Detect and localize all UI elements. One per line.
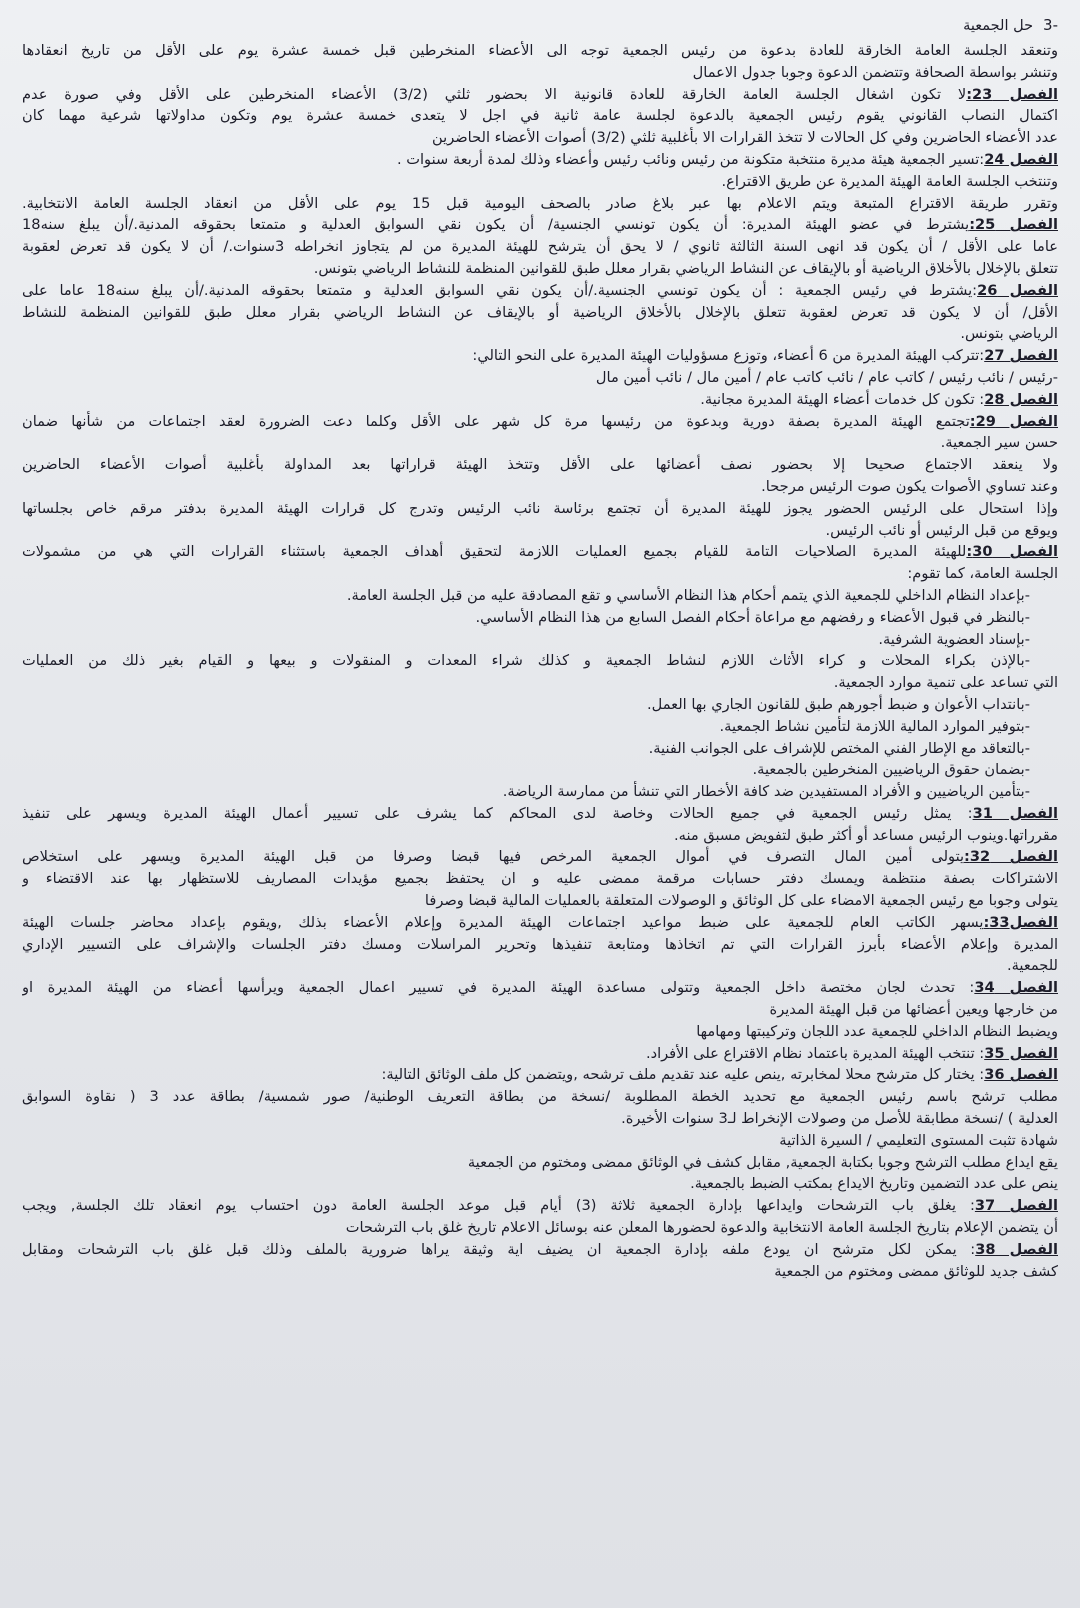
line-text: أن يتضمن الإعلام بتاريخ الجلسة العامة الانتخابية والدعوة لحضورها المعلن عنه بوسائل الاعلام تاريخ غلق باب الترشحات <box>345 1219 1058 1237</box>
line-text: وإذا استحال على الرئيس الحضور يجوز للهيئة المديرة أن تجتمع برئاسة نائب الرئيس وتدرج كل قرارات الهيئة المديرة بدفتر مرقم خاص بجلساتها <box>22 499 1058 517</box>
line-text: -بتوفير الموارد المالية اللازمة لتأمين نشاط الجمعية. <box>719 717 1030 735</box>
line-text: عدد الأعضاء الحاضرين وفي كل الحالات لا تتخذ القرارات الا بأغلبية ثلثي (3/2) أصوات الأعضاء الحاضرين <box>432 129 1058 147</box>
article-heading: الفصل 36 <box>984 1066 1058 1084</box>
article-heading: الفصل 35 <box>984 1044 1058 1062</box>
line-text: الجلسة العامة، كما تقوم: <box>907 565 1058 583</box>
article-line <box>22 846 1058 868</box>
article-heading: الفصل 29: <box>969 412 1058 430</box>
line-text: وتنعقد الجلسة العامة الخارقة للعادة بدعوة من رئيس الجمعية توجه الى الأعضاء المنخرطين قبل خمسة عشرة يوم على الأقل من تاريخ انعقادها <box>22 42 1058 59</box>
text-line <box>22 650 1058 672</box>
article-line <box>22 977 1058 999</box>
line-text: -بالتعاقد مع الإطار الفني المختص للإشراف على الجوانب الفنية. <box>648 739 1030 757</box>
article-heading: الفصل 25: <box>969 216 1058 234</box>
line-text: : تكون كل خدمات أعضاء الهيئة المديرة مجانية. <box>700 390 985 408</box>
text-line <box>22 672 1058 694</box>
document-body <box>22 40 1058 1282</box>
text-line <box>22 258 1058 280</box>
line-text: يتولى أمين المال التصرف في أموال الجمعية المرخص فيها قبضا وصرفا من قبل الهيئة المديرة ويسهر على استخلاص <box>22 848 965 866</box>
line-text: ويضبط النظام الداخلي للجمعية عدد اللجان وتركيبتها ومهامها <box>696 1022 1058 1040</box>
text-line <box>22 454 1058 476</box>
line-text: للجمعية. <box>1006 957 1058 975</box>
article-heading: الفصل 37 <box>974 1197 1058 1215</box>
article-heading: الفصل33: <box>983 913 1058 931</box>
article-heading: الفصل 26 <box>977 281 1058 299</box>
line-text: من خارجها ويعين أعضائها من قبل الهيئة المديرة <box>769 1001 1058 1019</box>
line-text: :تتركب الهيئة المديرة من 6 أعضاء، وتوزع مسؤوليات الهيئة المديرة على النحو التالي: <box>472 347 985 365</box>
text-line <box>22 694 1058 716</box>
line-text: لا تكون اشغال الجلسة العامة الخارقة للعادة قانونية الا بحضور ثلثي (3/2) الأعضاء المنخرطين على الأقل وفي صورة عدم <box>22 85 967 103</box>
line-text: -بالنظر في قبول الأعضاء و رفضهم مع مراعاة أحكام الفصل السابع من هذا النظام الأساسي. <box>475 608 1030 626</box>
line-text: مقرراتها.وينوب الرئيس مساعد أو أكثر طبق لتفويض مسبق منه. <box>674 826 1058 844</box>
article-heading: الفصل 24 <box>984 150 1058 168</box>
text-line <box>22 105 1058 127</box>
line-text: الأقل/ أن لا يكون قد تعرض لعقوبة تتعلق بالإخلال بالأخلاق الرياضية أو بالإيقاف عن النشاط الرياضي بقرار معلل طبق للقوانين المنظمة للنشاط <box>22 303 1058 321</box>
line-text: -رئيس / نائب رئيس / كاتب عام / نائب كاتب عام / أمين مال / نائب أمين مال <box>595 368 1058 386</box>
text-line <box>22 759 1058 781</box>
text-line <box>22 999 1058 1021</box>
text-line <box>22 934 1058 956</box>
article-line <box>22 1239 1058 1261</box>
line-text: : تحدث لجان مختصة داخل الجمعية وتتولى مساعدة الهيئة المديرة في تسيير اعمال الجمعية ويرأسها أعضاء من الهيئة المديرة او <box>22 979 975 997</box>
article-line <box>22 541 1058 563</box>
text-line <box>22 955 1058 977</box>
text-line <box>22 868 1058 890</box>
line-text: وتنتخب الجلسة العامة الهيئة المديرة عن طريق الاقتراع. <box>721 172 1058 190</box>
line-text: :يشترط في رئيس الجمعية : أن يكون تونسي الجنسية./أن يكون نقي السوابق العدلية و متمتعا بحقوقه المدنية./أن يبلغ سنه18 عاما على <box>22 281 978 299</box>
line-text: :تسير الجمعية هيئة مديرة منتخبة متكونة من رئيس ونائب رئيس وأعضاء وذلك لمدة أربعة سنوات . <box>396 150 985 168</box>
article-heading: الفصل 34 <box>974 979 1058 997</box>
text-line <box>22 1130 1058 1152</box>
line-text: -بضمان حقوق الرياضيين المنخرطين بالجمعية. <box>752 761 1030 779</box>
line-text: وتقرر طريقة الاقتراع المتبعة ويتم الاعلام بها عبر بلاغ صادر بالصحف اليومية قبل 15 يوم على الأقل من انعقاد الجلسة العامة الانتخابية. <box>22 194 1058 212</box>
line-text: الاشتراكات بصفة منتظمة ويمسك دفتر حسابات مرقمة ممضى عليه و ان يحتفظ بجميع مؤيدات المصاريف للاستظهار بها عند الاقتضاء و <box>22 870 1058 888</box>
text-line <box>22 520 1058 542</box>
article-heading: الفصل 31 <box>972 804 1058 822</box>
text-line <box>22 825 1058 847</box>
text-line <box>22 171 1058 193</box>
article-line <box>22 1064 1058 1086</box>
article-heading: الفصل 32: <box>964 848 1058 866</box>
line-text: تتعلق بالإخلال بالأخلاق الرياضية أو بالإيقاف عن النشاط الرياضي بقرار معلل طبق للقوانين المنظمة للنشاط الرياضي بتونس. <box>313 259 1058 277</box>
line-text: وتنشر بواسطة الصحافة وتتضمن الدعوة وجوبا جدول الاعمال <box>692 63 1058 81</box>
article-line <box>22 214 1058 236</box>
article-line <box>22 803 1058 825</box>
line-text: : يمثل رئيس الجمعية في جميع الحالات وخاصة لدى المحاكم كما يشرف على تسيير أعمال الهيئة المديرة ويسهر على تنفيذ <box>22 804 973 822</box>
article-line <box>22 280 1058 302</box>
line-text: مطلب ترشح باسم رئيس الجمعية مع تحديد الخطة المطلوبة /نسخة من بطاقة التعريف الوطنية/ صور شمسية/ بطاقة عدد 3 ( نقاوة السوابق <box>22 1088 1058 1106</box>
text-line <box>22 607 1058 629</box>
article-line <box>22 1043 1058 1065</box>
line-text: اكتمال النصاب القانوني يقوم رئيس الجمعية بالدعوة لجلسة عامة ثانية في اجل لا يتعدى خمسة عشرة يوم وتكون مداولاتها شرعية مهما كان <box>22 107 1058 125</box>
line-text: يقع ايداع مطلب الترشح وجوبا بكتابة الجمعية, مقابل كشف في الوثائق ممضى ومختوم من الجمعية <box>467 1153 1058 1171</box>
text-line <box>22 1021 1058 1043</box>
text-line <box>22 127 1058 149</box>
text-line <box>22 1108 1058 1130</box>
article-heading: الفصل 38 <box>975 1240 1058 1258</box>
text-line <box>22 62 1058 84</box>
article-line <box>22 84 1058 106</box>
line-text: يسهر الكاتب العام للجمعية على ضبط مواعيد اجتماعات الهيئة المديرة وإعلام الأعضاء بذلك ,ويقوم بإعداد محاضر جلسات الهيئة <box>22 913 984 931</box>
line-text: حسن سير الجمعية. <box>940 434 1058 452</box>
line-text: للهيئة المديرة الصلاحيات التامة للقيام بجميع العمليات اللازمة لتحقيق أهداف الجمعية باستثناء القرارات التي هي من مشمولات <box>22 543 967 561</box>
line-text: ويوقع من قبل الرئيس أو نائب الرئيس. <box>825 521 1058 539</box>
text-line <box>22 563 1058 585</box>
text-line <box>22 890 1058 912</box>
article-line <box>22 1195 1058 1217</box>
section-title: حل الجمعية <box>963 18 1034 34</box>
text-line <box>22 781 1058 803</box>
section-number: -3 <box>1043 16 1058 34</box>
text-line <box>22 40 1058 62</box>
text-line <box>22 193 1058 215</box>
text-line <box>22 1173 1058 1195</box>
article-heading: الفصل 23: <box>966 85 1058 103</box>
line-text: العدلية ) /نسخة مطابقة للأصل من وصولات الإنخراط لـ3 سنوات الأخيرة. <box>621 1110 1058 1128</box>
text-line <box>22 323 1058 345</box>
article-line <box>22 149 1058 171</box>
line-text: : تنتخب الهيئة المديرة باعتماد نظام الاقتراع على الأفراد. <box>645 1044 985 1062</box>
text-line <box>22 585 1058 607</box>
line-text: يتولى وجوبا مع رئيس الجمعية الامضاء على كل الوثائق و الوصولات المتعلقة بالعمليات المالية قبضا وصرفا <box>424 892 1058 910</box>
text-line <box>22 302 1058 324</box>
line-text: وعند تساوي الأصوات يكون صوت الرئيس مرجحا. <box>761 477 1058 495</box>
line-text: الرياضي بتونس. <box>960 325 1058 343</box>
text-line <box>22 476 1058 498</box>
line-text: شهادة تثبت المستوى التعليمي / السيرة الذاتية <box>779 1131 1058 1149</box>
line-text: -بانتداب الأعوان و ضبط أجورهم طبق للقانون الجاري بها العمل. <box>647 695 1030 713</box>
line-text: : يغلق باب الترشحات وايداعها بإدارة الجمعية ثلاثة (3) أيام قبل موعد الجلسة العامة دون احتساب يوم انعقاد تلك الجلسة, ويجب <box>22 1197 975 1215</box>
line-text: تجتمع الهيئة المديرة بصفة دورية وبدعوة من رئيسها مرة كل شهر على الأقل وكلما دعت الضرورة لعقد اجتماعات من شأنها ضمان <box>22 412 970 430</box>
line-text: التي تساعد على تنمية موارد الجمعية. <box>833 674 1058 692</box>
article-heading: الفصل 27 <box>984 347 1058 365</box>
text-line <box>22 716 1058 738</box>
text-line <box>22 1217 1058 1239</box>
line-text: ولا ينعقد الاجتماع صحيحا إلا بحضور نصف أعضائها على الأقل وتتخذ الهيئة قراراتها بعد المداولة بأغلبية أصوات الأعضاء الحاضرين <box>22 456 1058 474</box>
line-text: : يمكن لكل مترشح ان يودع ملفه بإدارة الجمعية ان يضيف اية وثيقة يراها ضرورية بالملف وذلك قبل غلق باب الترشحات ومقابل <box>22 1240 976 1258</box>
line-text: يشترط في عضو الهيئة المديرة: أن يكون تونسي الجنسية/ أن يكون نقي السوابق العدلية و متمتعا بحقوقه المدنية./أن يبلغ سنه18 <box>22 216 970 234</box>
article-line <box>22 345 1058 367</box>
line-text: -بالإذن بكراء المحلات و كراء الأثاث اللازم لنشاط الجمعية و كذلك شراء المعدات و المنقولات و بيعها و القيام بغير ذلك من العمليات <box>22 652 1030 670</box>
text-line <box>22 1086 1058 1108</box>
article-line <box>22 389 1058 411</box>
line-text: المديرة وإعلام الأعضاء بأبرز القرارات التي تم اتخاذها ومتابعة تنفيذها وتحرير المراسلات ومسك دفتر الجلسات والإشراف على التسيير الإداري <box>22 935 1058 953</box>
article-line <box>22 411 1058 433</box>
text-line <box>22 738 1058 760</box>
article-line <box>22 912 1058 934</box>
text-line <box>22 236 1058 258</box>
text-line <box>22 367 1058 389</box>
article-heading: الفصل 28 <box>984 390 1058 408</box>
line-text: -بتأمين الرياضيين و الأفراد المستفيدين ضد كافة الأخطار التي تنشأ من ممارسة الرياضة. <box>502 783 1030 801</box>
text-line <box>22 498 1058 520</box>
text-line <box>22 432 1058 454</box>
section-header <box>22 16 1058 40</box>
text-line <box>22 629 1058 651</box>
text-line <box>22 1152 1058 1174</box>
line-text: -بإسناد العضوية الشرفية. <box>878 630 1030 648</box>
line-text: كشف جديد للوثائق ممضى ومختوم من الجمعية <box>774 1262 1058 1280</box>
line-text: : يختار كل مترشح محلا لمخابرته ,ينص عليه عند تقديم ملف ترشحه ,ويتضمن كل ملف الوثائق التالية: <box>381 1066 985 1084</box>
text-line <box>22 1261 1058 1283</box>
line-text: عاما على الأقل / أن يكون قد انهى السنة الثالثة ثانوي / لا يحق أن يترشح للهيئة المديرة من لم يتجاوز انخراطه 3سنوات./ أن لا يكون قد تعرض لعقوبة <box>22 238 1058 256</box>
line-text: -بإعداد النظام الداخلي للجمعية الذي يتمم أحكام هذا النظام الأساسي و تقع المصادقة عليه من قبل الجلسة العامة. <box>346 586 1030 604</box>
line-text: ينص على عدد التضمين وتاريخ الايداع بمكتب الضبط بالجمعية. <box>690 1175 1058 1193</box>
article-heading: الفصل 30: <box>966 543 1058 561</box>
